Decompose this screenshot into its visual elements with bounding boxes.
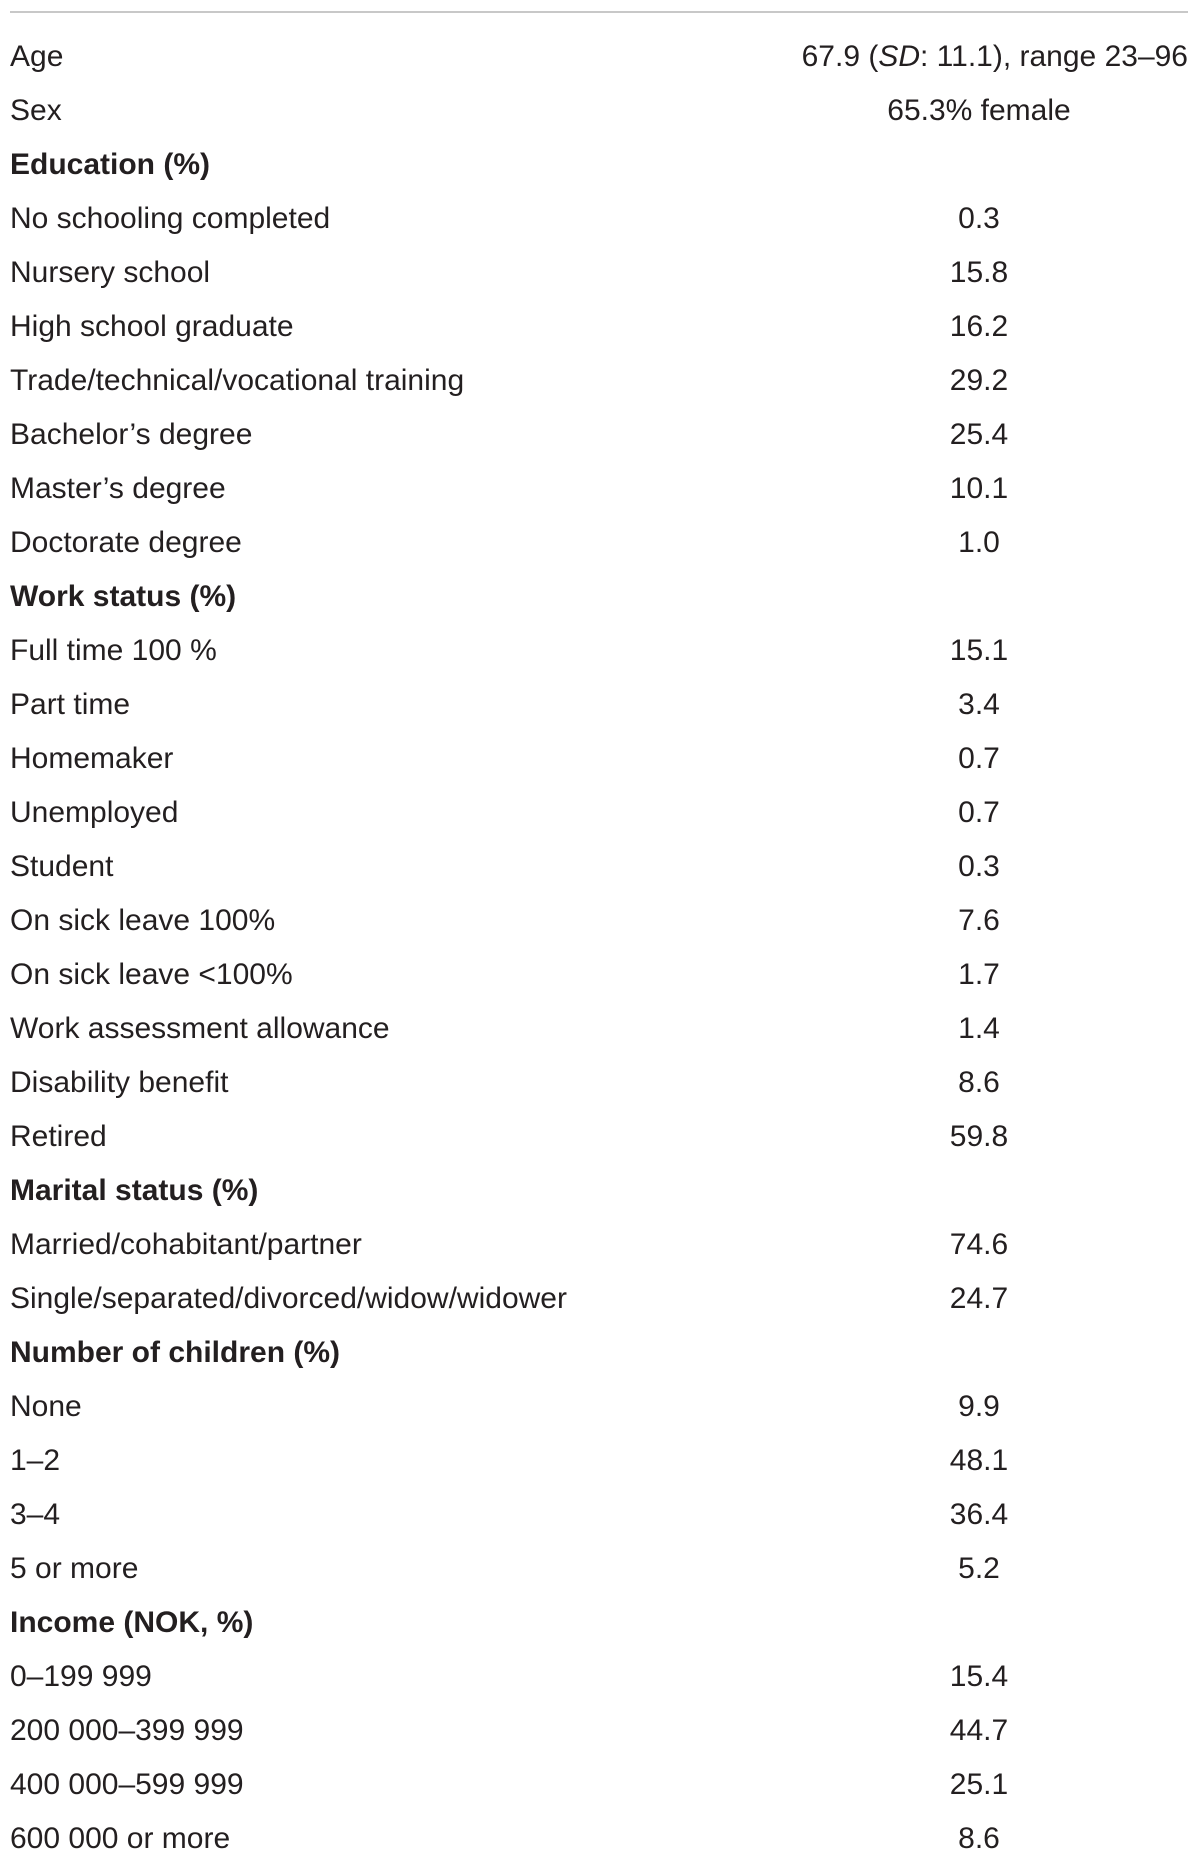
row-value: 15.4: [949, 1660, 1009, 1693]
row-label: High school graduate: [10, 310, 294, 343]
table-row: [10, 1542, 1188, 1596]
row-value: 1.4: [958, 1012, 1000, 1045]
table-row: [10, 300, 1188, 354]
row-label: Age: [10, 40, 64, 73]
row-value: 48.1: [949, 1444, 1009, 1477]
table-body: [10, 30, 1188, 1866]
row-label: Doctorate degree: [10, 526, 242, 559]
table-row: [10, 192, 1188, 246]
table-row: [10, 840, 1188, 894]
section-header-row: [10, 1596, 1188, 1650]
table-row: [10, 948, 1188, 1002]
row-value: 15.8: [949, 256, 1009, 289]
row-label: On sick leave <100%: [10, 958, 293, 991]
table-row: [10, 1110, 1188, 1164]
row-value: 74.6: [949, 1228, 1009, 1261]
table-row: [10, 1002, 1188, 1056]
section-label: Education (%): [10, 148, 210, 181]
row-label: Sex: [10, 94, 62, 127]
demographics-table: [10, 11, 1188, 1866]
row-label: Bachelor’s degree: [10, 418, 253, 451]
row-label: Trade/technical/vocational training: [10, 364, 465, 397]
table-row: [10, 1272, 1188, 1326]
table-row: [10, 516, 1188, 570]
table-row: [10, 894, 1188, 948]
table-row: [10, 246, 1188, 300]
row-value: 16.2: [949, 310, 1009, 343]
row-label: None: [10, 1390, 82, 1423]
row-label: Unemployed: [10, 796, 179, 829]
row-label: Student: [10, 850, 114, 883]
row-label: Nursery school: [10, 256, 211, 289]
row-value: 8.6: [958, 1822, 1000, 1855]
row-label: 5 or more: [10, 1552, 139, 1585]
table-row: [10, 1704, 1188, 1758]
row-label: Part time: [10, 688, 131, 721]
row-label: 600 000 or more: [10, 1822, 231, 1855]
row-value: [770, 30, 1188, 84]
section-header-row: [10, 570, 1188, 624]
section-header-row: [10, 138, 1188, 192]
table-row: [10, 678, 1188, 732]
row-value: 15.1: [949, 634, 1009, 667]
table-row: [10, 1758, 1188, 1812]
table-row: [10, 732, 1188, 786]
section-label: Marital status (%): [10, 1174, 259, 1207]
value-prefix: 67.9 (: [801, 40, 879, 73]
section-label: Number of children (%): [10, 1336, 341, 1369]
table-row: [10, 1218, 1188, 1272]
table-row: [10, 1056, 1188, 1110]
row-value: 0.3: [958, 202, 1000, 235]
row-label: Homemaker: [10, 742, 174, 775]
row-value: 3.4: [958, 688, 1000, 721]
value-italic: SD: [878, 40, 921, 73]
table-row: [10, 408, 1188, 462]
row-label: No schooling completed: [10, 202, 331, 235]
table-row: [10, 462, 1188, 516]
row-value: 1.7: [958, 958, 1000, 991]
table-row: [10, 786, 1188, 840]
table-row: [10, 1434, 1188, 1488]
row-label: 1–2: [10, 1444, 61, 1477]
row-value: 9.9: [958, 1390, 1000, 1423]
row-value: 59.8: [949, 1120, 1009, 1153]
row-value: 7.6: [958, 904, 1000, 937]
row-value: 44.7: [949, 1714, 1009, 1747]
row-value: 0.7: [958, 742, 1000, 775]
row-label: 0–199 999: [10, 1660, 152, 1693]
row-value: 25.1: [949, 1768, 1009, 1801]
row-value: 0.7: [958, 796, 1000, 829]
row-label: Disability benefit: [10, 1066, 229, 1099]
row-value: 65.3% female: [887, 94, 1071, 127]
row-label: Single/separated/divorced/widow/widower: [10, 1282, 567, 1315]
row-label: Married/cohabitant/partner: [10, 1228, 362, 1261]
row-value: 29.2: [949, 364, 1009, 397]
row-label: Retired: [10, 1120, 107, 1153]
table-row: [10, 84, 1188, 138]
table-row: [10, 1488, 1188, 1542]
table-row: [10, 1812, 1188, 1866]
row-label: Master’s degree: [10, 472, 226, 505]
row-label: 400 000–599 999: [10, 1768, 244, 1801]
row-value: 36.4: [949, 1498, 1009, 1531]
section-header-row: [10, 1326, 1188, 1380]
row-label: 200 000–399 999: [10, 1714, 244, 1747]
table-row: [10, 1650, 1188, 1704]
row-label: On sick leave 100%: [10, 904, 276, 937]
row-value: 24.7: [949, 1282, 1009, 1315]
table-row: [10, 354, 1188, 408]
row-value: 10.1: [949, 472, 1009, 505]
row-label: Full time 100 %: [10, 634, 217, 667]
section-label: Income (NOK, %): [10, 1606, 254, 1639]
row-value: 0.3: [958, 850, 1000, 883]
row-label: 3–4: [10, 1498, 61, 1531]
value-suffix: : 11.1), range 23–96: [920, 40, 1188, 73]
row-label: Work assessment allowance: [10, 1012, 390, 1045]
row-value: 1.0: [958, 526, 1000, 559]
row-value: 8.6: [958, 1066, 1000, 1099]
section-label: Work status (%): [10, 580, 237, 613]
section-header-row: [10, 1164, 1188, 1218]
row-value: 5.2: [958, 1552, 1000, 1585]
table-row: [10, 1380, 1188, 1434]
row-value: 25.4: [949, 418, 1009, 451]
table-row: [10, 30, 1188, 84]
table-top-rule: [10, 11, 1188, 13]
table-row: [10, 624, 1188, 678]
